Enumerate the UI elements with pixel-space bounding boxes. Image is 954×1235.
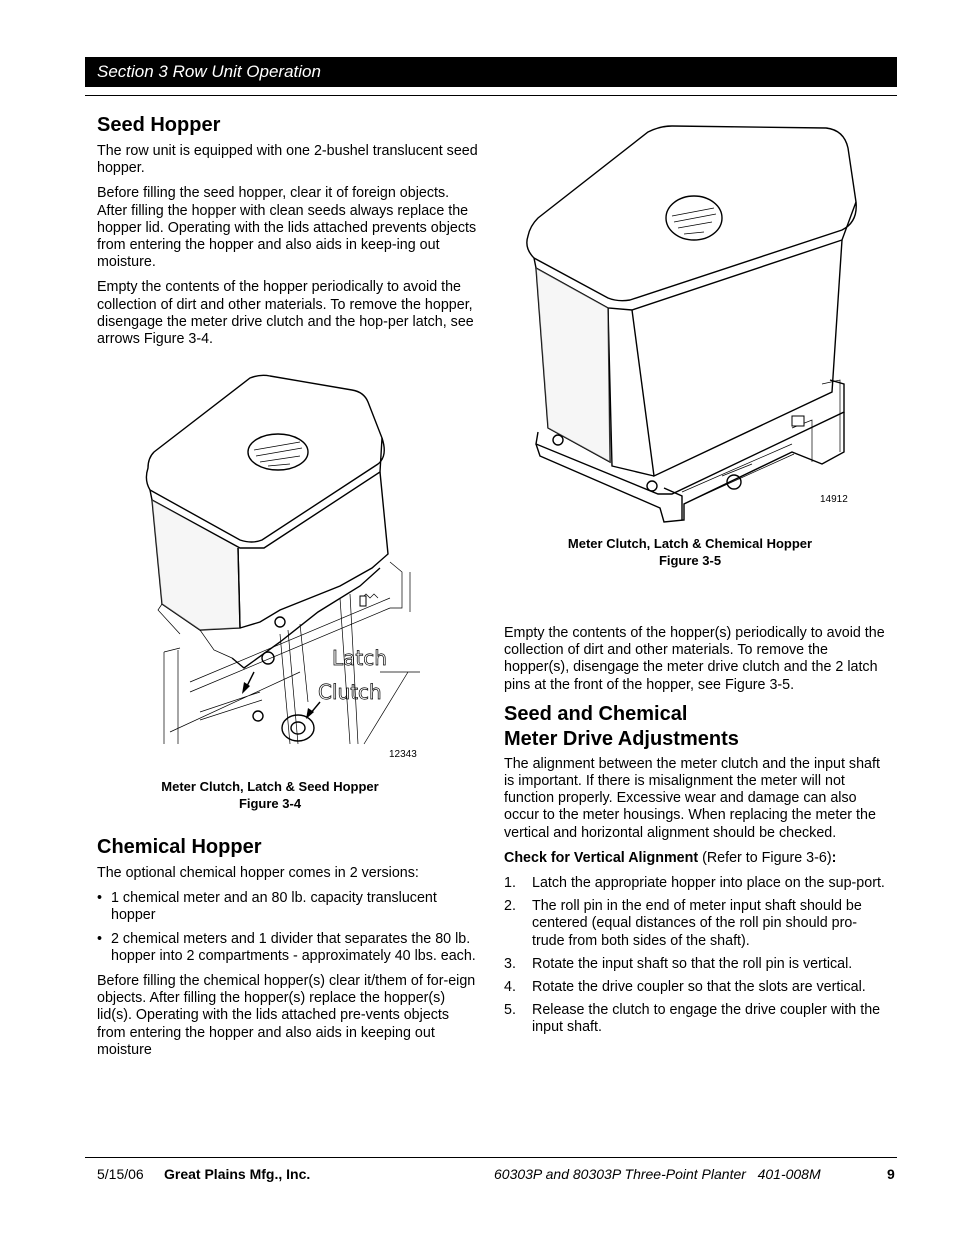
footer-rule bbox=[85, 1157, 897, 1158]
seed-hopper-paragraph: Empty the contents of the hopper periodically to avoid the collection of dirt and other materials. To remove the hopper, disengage the meter drive clutch and the hop-per latch, see arrows Figure 3-4. bbox=[97, 279, 474, 348]
list-item: • 1 chemical meter and an 80 lb. capacity translucent hopper bbox=[97, 890, 437, 924]
seed-hopper-section bbox=[97, 113, 479, 356]
seed-hopper-paragraph: The row unit is equipped with one 2-bushel translucent seed hopper. bbox=[97, 143, 478, 177]
figure-3-4-caption bbox=[120, 778, 420, 812]
list-item: 2. The roll pin in the end of meter input shaft should be centered (equal distances of the roll pin should pro-trude from both sides of the shaft). bbox=[504, 898, 862, 949]
section-header-bar bbox=[85, 57, 897, 87]
figure-3-5-caption bbox=[540, 535, 840, 569]
chemical-hopper-paragraph: Before filling the chemical hopper(s) clear it/them of for-eign objects. After filling the hopper(s) replace the hopper(s) lid(s). Operating with the lids attached pre-vents objects from entering the hopper and also aids in keeping out moisture bbox=[97, 973, 476, 1058]
figure-3-5-number: Figure 3-5 bbox=[658, 553, 722, 568]
clutch-label: Clutch bbox=[318, 680, 382, 704]
bullet-icon: • bbox=[97, 890, 103, 907]
figure-3-5-caption-text: Meter Clutch, Latch & Chemical Hopper bbox=[567, 536, 813, 551]
chemical-hopper-removal-paragraph: Empty the contents of the hopper(s) periodically to avoid the collection of dirt and other materials. To remove the hopper(s), disengage the meter drive clutch and the 2 latch pins at the front of the hopper, see Figure 3-5. bbox=[504, 625, 885, 693]
list-item: • 2 chemical meters and 1 divider that separates the 80 lb. hopper into 2 compartments - approximately 40 lbs. each. bbox=[97, 930, 476, 964]
seed-hopper-paragraph: Before filling the seed hopper, clear it of foreign objects. After filling the hopper with clean seeds always replace the hopper lid. Operating with the lids attached prevents objects from entering the hopper and also aids in keep-ing out moisture. bbox=[97, 185, 477, 271]
list-item: 4. Rotate the drive coupler so that the slots are vertical. bbox=[504, 979, 866, 996]
chemical-hopper-heading: Chemical Hopper bbox=[97, 836, 262, 858]
list-item: 1. Latch the appropriate hopper into place on the sup-port. bbox=[504, 875, 885, 892]
figure-3-4-caption-text: Meter Clutch, Latch & Seed Hopper bbox=[161, 779, 379, 794]
footer-company: Great Plains Mfg., Inc. bbox=[164, 1166, 311, 1182]
meter-drive-heading: Seed and Chemical Meter Drive Adjustments bbox=[504, 702, 739, 750]
list-item: 5. Release the clutch to engage the drive coupler with the input shaft. bbox=[504, 1002, 881, 1036]
chemical-hopper-illustration bbox=[522, 122, 862, 524]
latch-label: Latch bbox=[332, 646, 387, 670]
meter-drive-paragraph: The alignment between the meter clutch and the input shaft is important. If there is misalignment the meter will not function properly. Excessive wear and damage can also occur to the meter housings. When replacing the meter the vertical and horizontal alignment should be checked. bbox=[504, 755, 880, 841]
seed-hopper-heading: Seed Hopper bbox=[97, 114, 221, 136]
meter-drive-section bbox=[504, 625, 886, 1043]
seed-hopper-illustration bbox=[140, 372, 430, 752]
footer-date: 5/15/06 bbox=[97, 1166, 144, 1182]
figure-3-4-image-number: 12343 bbox=[389, 749, 417, 760]
section-title: Section 3 Row Unit Operation bbox=[97, 62, 321, 81]
list-item: 3. Rotate the input shaft so that the roll pin is vertical. bbox=[504, 955, 853, 972]
bullet-icon: • bbox=[97, 930, 103, 947]
chemical-hopper-intro: The optional chemical hopper comes in 2 versions: bbox=[97, 865, 419, 881]
figure-3-4-number: Figure 3-4 bbox=[238, 796, 302, 811]
chemical-hopper-section bbox=[97, 835, 479, 1067]
page-number: 9 bbox=[887, 1166, 895, 1182]
vertical-alignment-heading: Check for Vertical Alignment (Refer to Figure 3-6): bbox=[504, 849, 837, 866]
footer-manual-title: 60303P and 80303P Three-Point Planter 401-008M bbox=[494, 1166, 821, 1182]
figure-3-5-image-number: 14912 bbox=[820, 494, 848, 505]
header-rule bbox=[85, 95, 897, 96]
